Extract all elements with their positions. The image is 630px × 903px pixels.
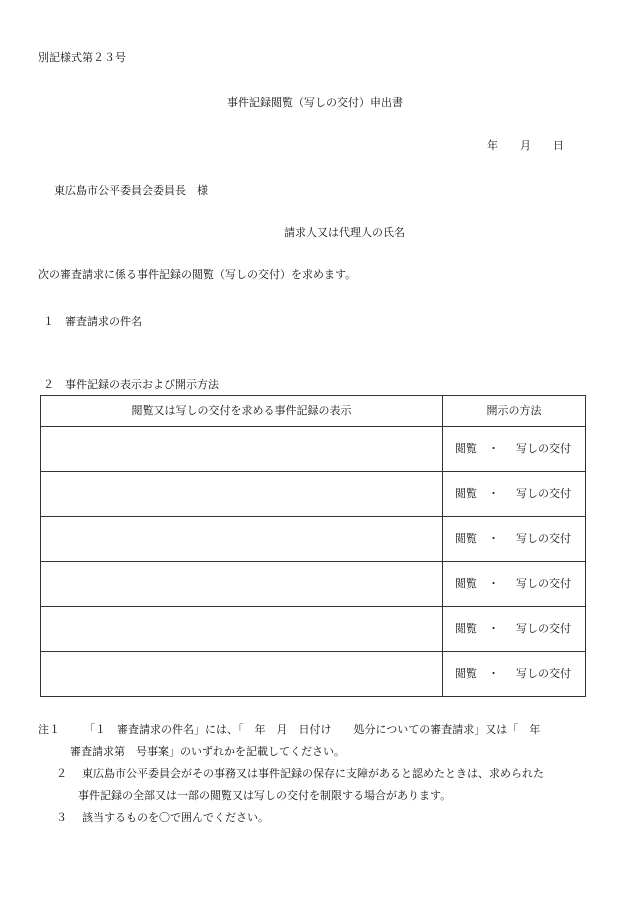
section-1-number: １ [43,315,54,328]
method-cell [443,472,586,517]
record-cell[interactable] [41,562,443,607]
method-copy-option[interactable]: 写しの交付 [516,622,571,636]
note-number: ３ [56,811,67,824]
note-line: 該当するものを〇で囲んでください。 [82,811,269,824]
section-1-heading [43,315,142,328]
table-row [41,427,586,472]
form-number: 別記様式第２３号 [38,51,126,64]
record-cell[interactable] [41,607,443,652]
method-cell [443,652,586,697]
note-text [82,807,598,829]
table-header-row [41,396,586,427]
table-row [41,517,586,562]
method-view-option[interactable]: 閲覧 [455,622,477,636]
method-copy-option[interactable]: 写しの交付 [516,532,571,546]
note-item [38,807,598,829]
method-copy-option[interactable]: 写しの交付 [516,577,571,591]
intro-text: 次の審査請求に係る事件記録の閲覧（写しの交付）を求めます。 [38,268,357,281]
notes [38,719,598,829]
note-text [78,763,598,807]
header-disclosure-method: 開示の方法 [443,396,586,427]
method-copy-option[interactable]: 写しの交付 [516,487,571,501]
section-2-heading [43,378,219,391]
record-cell[interactable] [41,472,443,517]
note-line: 「１ 審査請求の件名」には、「 年 月 日付け 処分についての審査請求」又は「 年 [84,723,541,736]
note-item [38,763,598,807]
applicant-name-label: 請求人又は代理人の氏名 [284,226,405,239]
method-separator: ・ [488,442,499,456]
record-cell[interactable] [41,652,443,697]
method-separator: ・ [488,532,499,546]
note-text [70,719,598,763]
method-view-option[interactable]: 閲覧 [455,532,477,546]
method-copy-option[interactable]: 写しの交付 [516,442,571,456]
table-row [41,472,586,517]
date-day: 日 [553,139,564,152]
note-number: 注１ [38,723,60,736]
note-line: 東広島市公平委員会がその事務又は事件記録の保存に支障があると認めたときは、求められた [82,767,544,780]
section-1-title: 審査請求の件名 [65,315,142,328]
note-line: 審査請求第 号事案」のいずれかを記載してください。 [70,745,345,758]
method-separator: ・ [488,577,499,591]
date-year: 年 [487,139,498,152]
method-separator: ・ [488,487,499,501]
header-record-display: 閲覧又は写しの交付を求める事件記録の表示 [41,396,443,427]
method-cell [443,607,586,652]
method-view-option[interactable]: 閲覧 [455,667,477,681]
table-row [41,652,586,697]
method-cell [443,562,586,607]
method-view-option[interactable]: 閲覧 [455,487,477,501]
date-line [487,139,564,152]
records-table [40,395,586,697]
method-view-option[interactable]: 閲覧 [455,442,477,456]
document-title: 事件記録閲覧（写しの交付）申出書 [227,96,403,109]
note-item [38,719,598,763]
date-month: 月 [520,139,531,152]
section-2-number: ２ [43,378,54,391]
table-row [41,607,586,652]
table-row [41,562,586,607]
method-cell [443,427,586,472]
method-cell [443,517,586,562]
section-2-title: 事件記録の表示および開示方法 [65,378,219,391]
method-separator: ・ [488,622,499,636]
addressee: 東広島市公平委員会委員長 様 [54,184,208,197]
method-copy-option[interactable]: 写しの交付 [516,667,571,681]
method-view-option[interactable]: 閲覧 [455,577,477,591]
record-cell[interactable] [41,427,443,472]
record-cell[interactable] [41,517,443,562]
note-number: ２ [56,767,67,780]
note-line: 事件記録の全部又は一部の閲覧又は写しの交付を制限する場合があります。 [78,789,452,802]
method-separator: ・ [488,667,499,681]
